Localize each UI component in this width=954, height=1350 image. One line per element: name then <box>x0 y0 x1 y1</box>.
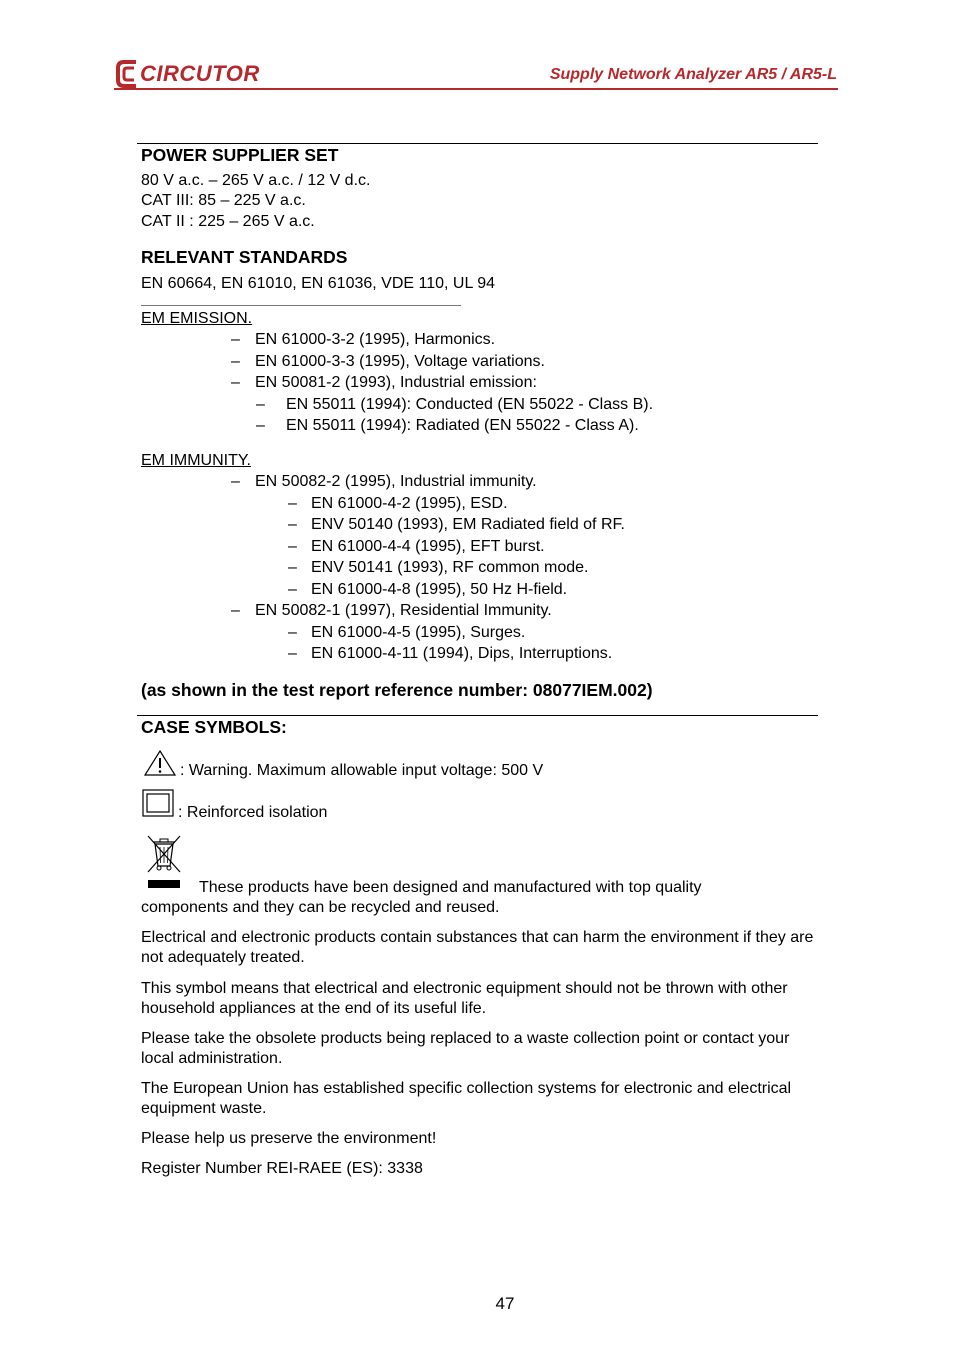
dash-marker: – <box>256 417 265 434</box>
dash-marker: – <box>288 645 297 662</box>
brand-name: CIRCUTOR <box>140 61 260 86</box>
standards-heading: RELEVANT STANDARDS <box>141 247 348 267</box>
document-title: Supply Network Analyzer AR5 / AR5-L <box>549 66 837 83</box>
double-square-icon <box>142 789 174 817</box>
crossed-bin-icon <box>145 834 183 890</box>
list-item: EN 61000-4-8 (1995), 50 Hz H-field. <box>311 581 568 598</box>
list-item: ENV 50140 (1993), EM Radiated field of RF. <box>311 516 625 533</box>
isolation-text: : Reinforced isolation <box>178 804 328 821</box>
dash-marker: – <box>231 353 240 370</box>
dash-marker: – <box>231 331 240 348</box>
warning-icon <box>143 749 177 777</box>
dash-marker: – <box>288 581 297 598</box>
dash-marker: – <box>288 495 297 512</box>
list-item: EN 61000-4-2 (1995), ESD. <box>311 495 508 512</box>
page-number: 47 <box>495 1294 515 1313</box>
list-item: EN 61000-4-11 (1994), Dips, Interruptions. <box>311 645 613 662</box>
power-line: CAT III: 85 – 225 V a.c. <box>141 192 306 209</box>
report-note: (as shown in the test report reference number: 08077IEM.002) <box>141 680 653 700</box>
weee-text-first-line: These products have been designed and manufactured with top quality <box>199 879 702 896</box>
paragraph: The European Union has established specific collection systems for electronic and electrical equipment waste. <box>141 1080 792 1117</box>
list-item: EN 61000-3-3 (1995), Voltage variations. <box>255 353 545 370</box>
list-item: EN 55011 (1994): Radiated (EN 55022 - Class A). <box>286 417 639 434</box>
power-line: 80 V a.c. – 265 V a.c. / 12 V d.c. <box>141 172 371 189</box>
section-divider <box>137 715 818 716</box>
power-heading: POWER SUPPLIER SET <box>141 145 339 165</box>
header-divider <box>114 88 838 90</box>
dash-marker: – <box>231 374 240 391</box>
immunity-heading: EM IMMUNITY. <box>141 452 251 469</box>
register-number: Register Number REI-RAEE (ES): 3338 <box>141 1160 423 1177</box>
dash-marker: – <box>231 473 240 490</box>
paragraph: Electrical and electronic products contain substances that can harm the environment if they are not adequately treated. <box>141 929 814 966</box>
dash-marker: – <box>231 602 240 619</box>
paragraph: Please help us preserve the environment! <box>141 1130 437 1147</box>
list-item: EN 50082-2 (1995), Industrial immunity. <box>255 473 537 490</box>
emission-heading: EM EMISSION. <box>141 310 253 327</box>
weee-text-continuation: components and they can be recycled and reused. <box>141 899 500 916</box>
short-divider <box>141 305 461 306</box>
case-heading: CASE SYMBOLS: <box>141 717 287 737</box>
list-item: EN 61000-4-5 (1995), Surges. <box>311 624 526 641</box>
dash-marker: – <box>288 516 297 533</box>
warning-text: : Warning. Maximum allowable input voltage: 500 V <box>180 762 544 779</box>
standards-line: EN 60664, EN 61010, EN 61036, VDE 110, UL 94 <box>141 275 496 292</box>
list-item: EN 50081-2 (1993), Industrial emission: <box>255 374 537 391</box>
dash-marker: – <box>288 538 297 555</box>
dash-marker: – <box>288 559 297 576</box>
power-line: CAT II : 225 – 265 V a.c. <box>141 213 315 230</box>
paragraph: Please take the obsolete products being replaced to a waste collection point or contact your local administration. <box>141 1030 790 1067</box>
paragraph: This symbol means that electrical and electronic equipment should not be thrown with other household appliances at the end of its useful life. <box>141 980 788 1017</box>
list-item: EN 50082-1 (1997), Residential Immunity. <box>255 602 552 619</box>
list-item: ENV 50141 (1993), RF common mode. <box>311 559 589 576</box>
list-item: EN 55011 (1994): Conducted (EN 55022 - Class B). <box>286 396 654 413</box>
dash-marker: – <box>288 624 297 641</box>
section-divider <box>137 143 818 144</box>
list-item: EN 61000-3-2 (1995), Harmonics. <box>255 331 496 348</box>
dash-marker: – <box>256 396 265 413</box>
list-item: EN 61000-4-4 (1995), EFT burst. <box>311 538 545 555</box>
